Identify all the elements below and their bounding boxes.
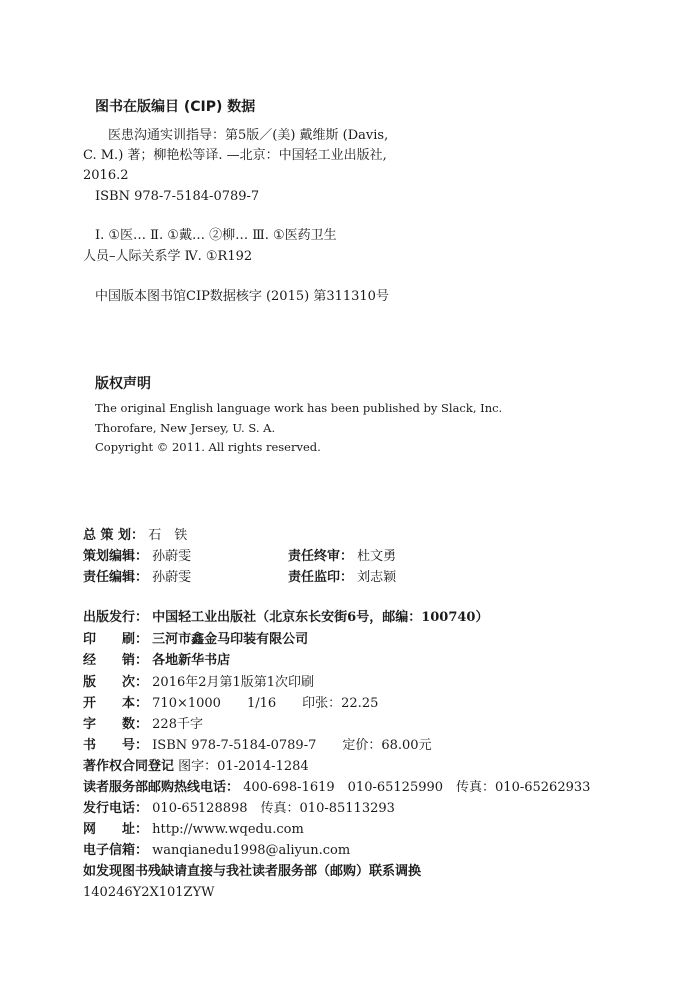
format-row [83,696,378,712]
contract-label: 著作权合同登记 [83,759,175,774]
cip-subject-line: 人员–人际关系学 Ⅳ. ①R192 [83,249,253,264]
cip-isbn: ISBN 978-7-5184-0789-7 [95,189,260,204]
web-value: http://www.wqedu.com [152,822,304,837]
notice-line: 如发现图书残缺请直接与我社读者服务部（邮购）联系调换 [83,864,422,879]
resp-supervisor-label: 责任监印： [288,570,354,585]
resp-editor-value: 孙蔚雯 [152,570,192,585]
words-value: 228千字 [152,717,203,732]
format-label: 开 本： [83,696,149,711]
copyright-line: The original English language work has been published by Slack, Inc. [95,401,503,415]
reader-value: 400-698-1619 010-65125990 传真：010-65262933 [243,780,591,795]
plan-editor-value: 孙蔚雯 [152,549,192,564]
cip-line: 医患沟通实训指导：第5版／(美) 戴维斯 (Davis, [108,128,389,143]
cip-heading: 图书在版编目 (CIP) 数据 [95,99,256,115]
publisher-label: 出版发行： [83,610,149,625]
credits-editor-row [83,549,397,565]
reader-row [83,780,590,796]
web-label: 网 址： [83,822,149,837]
print-value: 三河市鑫金马印装有限公司 [152,632,309,647]
cip-line: C. M.) 著；柳艳松等译. —北京：中国轻工业出版社, [83,148,387,163]
email-value: wanqianedu1998@aliyun.com [152,843,351,858]
credits-resp-row [83,570,397,586]
edition-value: 2016年2月第1版第1次印刷 [152,675,315,690]
contract-value: 图字：01-2014-1284 [178,759,309,774]
isbn-value: ISBN 978-7-5184-0789-7 定价：68.00元 [152,738,432,753]
copyright-line: Copyright © 2011. All rights reserved. [95,440,321,454]
isbn-label: 书 号： [83,738,149,753]
final-review-label: 责任终审： [288,549,354,564]
words-label: 字 数： [83,717,149,732]
final-review-value: 杜文勇 [357,549,397,564]
code-line: 140246Y2X101ZYW [83,885,215,900]
edition-label: 版 次： [83,675,149,690]
email-label: 电子信箱： [83,843,149,858]
edition-row [83,675,314,691]
format-value: 710×1000 1/16 印张：22.25 [152,696,379,711]
web-row [83,822,304,838]
planner-value: 石 铁 [148,528,188,543]
cip-number: 中国版本图书馆CIP数据核字 (2015) 第311310号 [95,289,389,304]
email-row [83,843,350,859]
isbn-row [83,738,432,754]
dist-phone-label: 发行电话： [83,801,149,816]
dist-label: 经 销： [83,653,149,668]
copyright-heading: 版权声明 [95,376,151,392]
cip-line: 2016.2 [83,168,129,183]
words-row [83,717,203,733]
copyright-line: Thorofare, New Jersey, U. S. A. [95,421,276,435]
publisher-value: 中国轻工业出版社（北京东长安街6号，邮编：100740） [152,610,489,625]
reader-label: 读者服务部邮购热线电话： [83,780,240,795]
cip-subject-line: Ⅰ. ①医… Ⅱ. ①戴… ②柳… Ⅲ. ①医药卫生 [95,228,337,243]
print-row [83,632,308,648]
planner-label: 总 策 划： [83,528,145,543]
dist-value: 各地新华书店 [152,653,231,668]
credits-planner-row [83,528,187,544]
dist-row [83,653,230,669]
resp-editor-label: 责任编辑： [83,570,149,585]
print-label: 印 刷： [83,632,149,647]
resp-supervisor-value: 刘志颖 [357,570,397,585]
dist-phone-row [83,801,395,817]
dist-phone-value: 010-65128898 传真：010-85113293 [152,801,395,816]
publisher-row [83,610,488,626]
plan-editor-label: 策划编辑： [83,549,149,564]
contract-row [83,759,309,775]
